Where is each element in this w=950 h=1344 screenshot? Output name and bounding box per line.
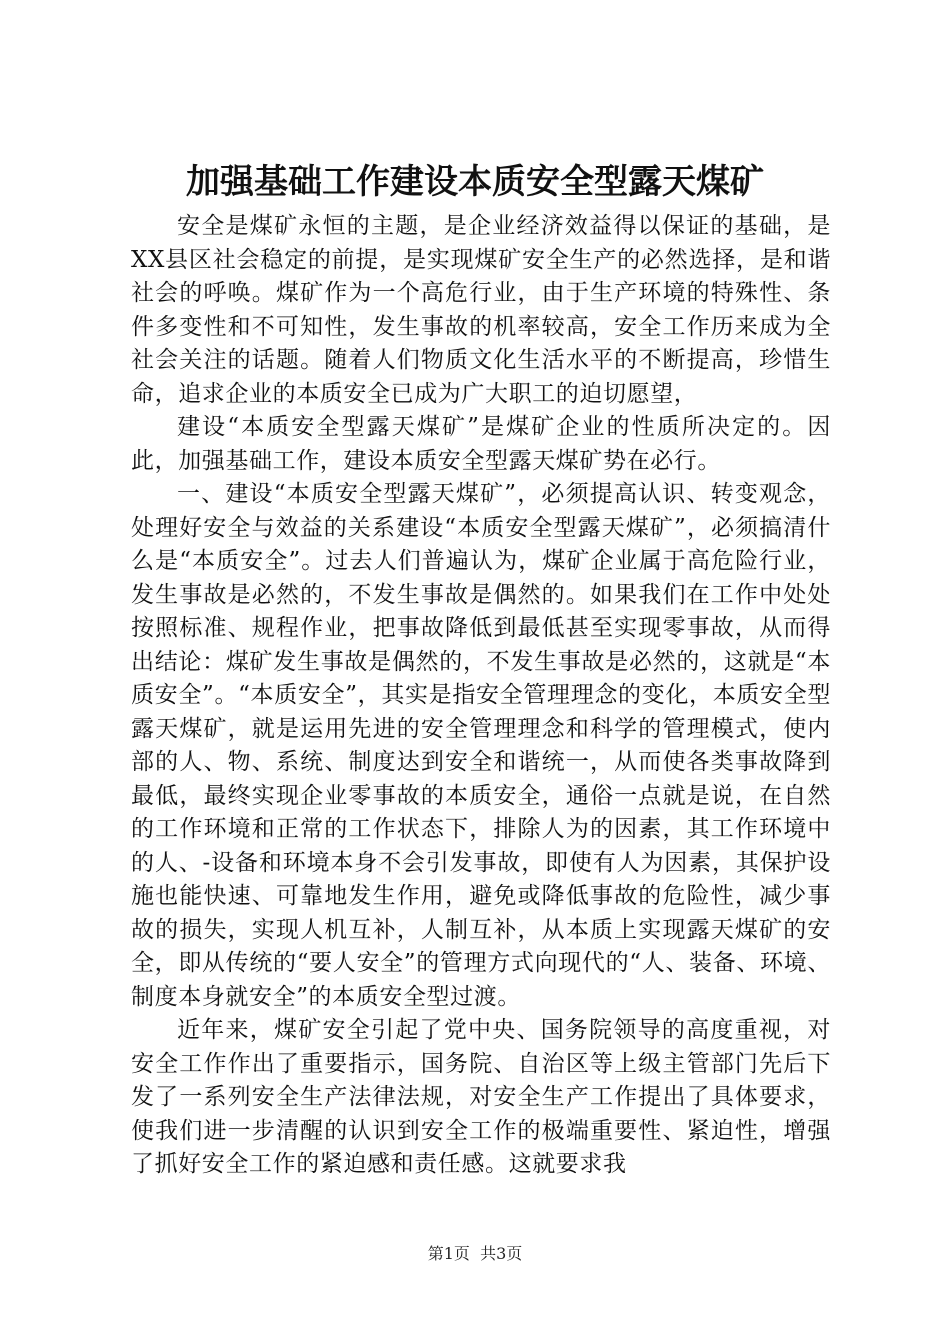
document-title: 加强基础工作建设本质安全型露天煤矿 [186,162,764,202]
page-number: 第1页 共3页 [427,1244,523,1263]
page-footer [0,1244,950,1264]
paragraph-recent-years: 近年来，煤矿安全引起了党中央、国务院领导的高度重视，对安全工作作出了重要指示，国务院、自治区等上级主管部门先后下发了一系列安全生产法律法规，对安全生产工作提出了具体要求，使我们进一步清醒的认识到安全工作的极端重要性、紧迫性，增强了抓好安全工作的紧迫感和责任感。这就要求我 [131,1017,831,1177]
paragraph-intro: 安全是煤矿永恒的主题，是企业经济效益得以保证的基础，是XX县区社会稳定的前提，是实现煤矿安全生产的必然选择，是和谐社会的呼唤。煤矿作为一个高危行业，由于生产环境的特殊性、条件多变性和不可知性，发生事故的机率较高，安全工作历来成为全社会关注的话题。随着人们物质文化生活水平的不断提高，珍惜生命，追求企业的本质安全已成为广大职工的迫切愿望， [131,213,831,407]
paragraph-purpose: 建设“本质安全型露天煤矿”是煤矿企业的性质所决定的。因此，加强基础工作，建设本质安全型露天煤矿势在必行。 [131,414,831,474]
document-body [131,210,831,1182]
paragraph-section-one: 一、建设“本质安全型露天煤矿”，必须提高认识、转变观念，处理好安全与效益的关系建设“本质安全型露天煤矿”，必须搞清什么是“本质安全”。过去人们普遍认为，煤矿企业属于高危险行业，发生事故是必然的，不发生事故是偶然的。如果我们在工作中处处按照标准、规程作业，把事故降低到最低甚至实现零事故，从而得出结论：煤矿发生事故是偶然的，不发生事故是必然的，这就是“本质安全”。“本质安全”，其实是指安全管理理念的变化，本质安全型露天煤矿，就是运用先进的安全管理理念和科学的管理模式，使内部的人、物、系统、制度达到安全和谐统一，从而使各类事故降到最低，最终实现企业零事故的本质安全，通俗一点就是说，在自然的工作环境和正常的工作状态下，排除人为的因素，其工作环境中的人、-设备和环境本身不会引发事故，即使有人为因素，其保护设施也能快速、可靠地发生作用，避免或降低事故的危险性，减少事故的损失，实现人机互补，人制互补，从本质上实现露天煤矿的安全，即从传统的“要人安全”的管理方式向现代的“人、装备、环境、制度本身就安全”的本质安全型过渡。 [131,481,831,1010]
